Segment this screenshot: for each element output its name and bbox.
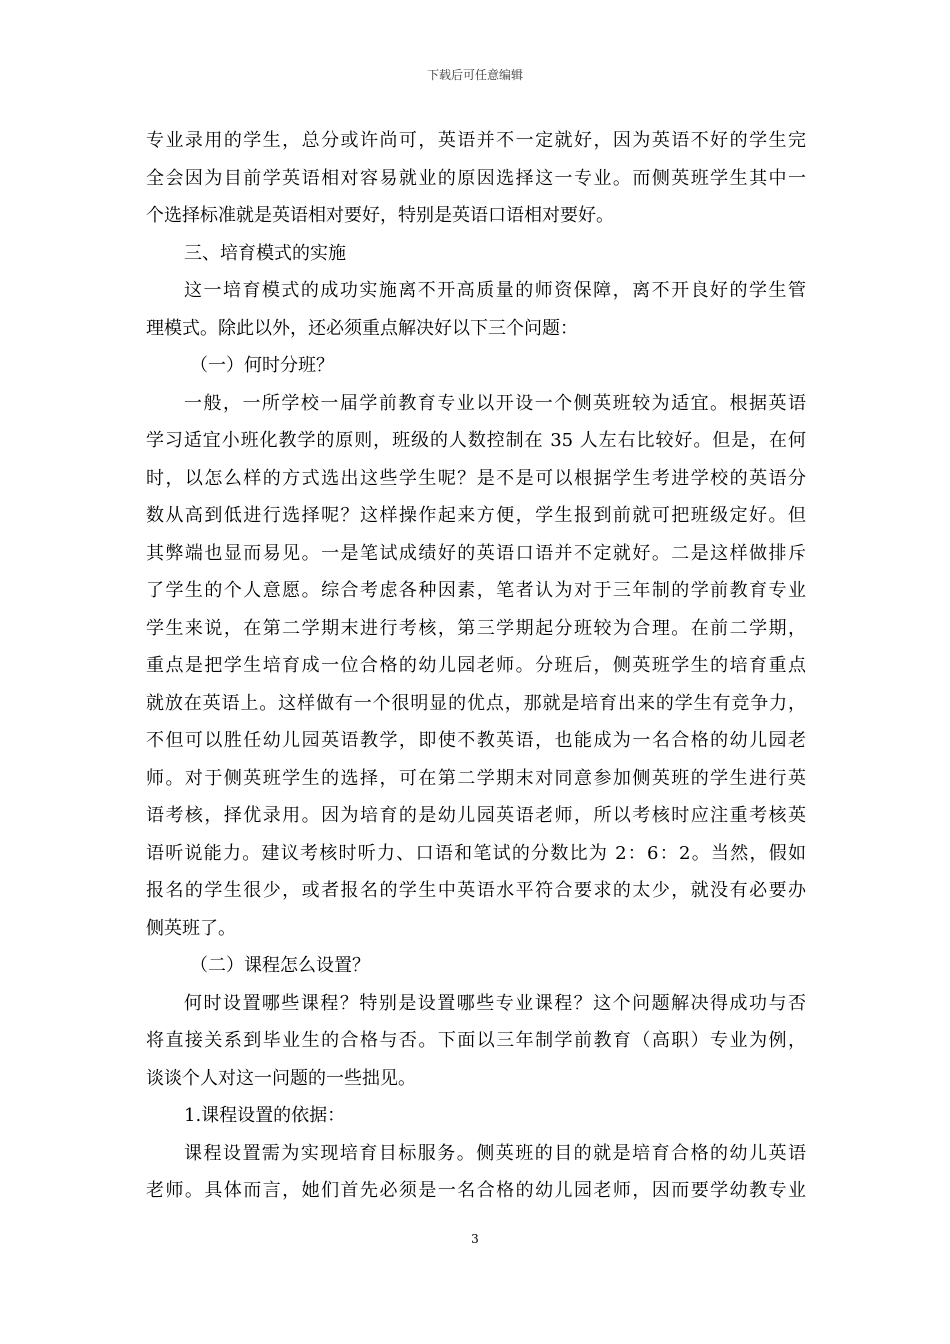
text-line: 数从高到低进行选择呢？这样操作起来方便，学生报到前就可把班级定好。但	[146, 505, 806, 526]
text-line: 课程设置需为实现培育目标服务。侧英班的目的就是培育合格的幼儿英语	[184, 1142, 806, 1164]
text-line: 理模式。除此以外，还必须重点解决好以下三个问题：	[146, 317, 578, 339]
text-line: 不但可以胜任幼儿园英语教学，即使不教英语，也能成为一名合格的幼儿园老	[146, 730, 806, 751]
text-line: 个选择标准就是英语相对要好，特别是英语口语相对要好。	[146, 205, 614, 226]
text-line: 侧英班了。	[146, 917, 236, 939]
body-text	[146, 122, 806, 1210]
text-line: 语考核，择优录用。因为培育的是幼儿园英语老师，所以考核时应注重考核英	[146, 805, 806, 826]
text-line: 语听说能力。建议考核时听力、口语和笔试的分数比为 2：6：2。当然，假如	[146, 842, 806, 864]
text-line: 其弊端也显而易见。一是笔试成绩好的英语口语并不定就好。二是这样做排斥	[146, 542, 806, 564]
text-line: 老师。具体而言，她们首先必须是一名合格的幼儿园老师，因而要学幼教专业	[146, 1180, 806, 1201]
text-line: 这一培育模式的成功实施离不开高质量的师资保障，离不开良好的学生管	[184, 280, 806, 301]
text-line: 何时设置哪些课程？特别是设置哪些专业课程？这个问题解决得成功与否	[184, 992, 806, 1014]
text-line: 一般，一所学校一届学前教育专业以开设一个侧英班较为适宜。根据英语	[184, 392, 806, 414]
text-line: 就放在英语上。这样做有一个很明显的优点，那就是培育出来的学生有竞争力，	[146, 692, 806, 714]
text-line: 将直接关系到毕业生的合格与否。下面以三年制学前教育（高职）专业为例，	[146, 1030, 806, 1051]
text-line: 时，以怎么样的方式选出这些学生呢？是不是可以根据学生考进学校的英语分	[146, 467, 806, 489]
text-line: 学习适宜小班化教学的原则，班级的人数控制在 35 人左右比较好。但是，在何	[146, 430, 806, 451]
page-number: 3	[471, 1232, 479, 1246]
text-line: 专业录用的学生，总分或许尚可，英语并不一定就好，因为英语不好的学生完	[146, 130, 806, 151]
subsection-heading: （一）何时分班？	[190, 355, 334, 376]
text-line: 了学生的个人意愿。综合考虑各种因素，笔者认为对于三年制的学前教育专业	[146, 580, 806, 601]
subsection-heading: （二）课程怎么设置？	[190, 955, 370, 976]
text-line: 学生来说，在第二学期末进行考核，第三学期起分班较为合理。在前二学期，	[146, 617, 806, 639]
text-line: 重点是把学生培育成一位合格的幼儿园老师。分班后，侧英班学生的培育重点	[146, 655, 806, 676]
text-line: 师。对于侧英班学生的选择，可在第二学期末对同意参加侧英班的学生进行英	[146, 767, 806, 789]
text-line: 报名的学生很少，或者报名的学生中英语水平符合要求的太少，就没有必要办	[146, 880, 806, 901]
numbered-heading: 1.课程设置的依据：	[184, 1105, 346, 1126]
page-header: 下载后可任意编辑	[426, 68, 523, 82]
text-line: 谈谈个人对这一问题的一些拙见。	[146, 1067, 416, 1089]
section-heading: 三、培育模式的实施	[184, 242, 346, 264]
text-line: 全会因为目前学英语相对容易就业的原因选择这一专业。而侧英班学生其中一	[146, 167, 806, 189]
